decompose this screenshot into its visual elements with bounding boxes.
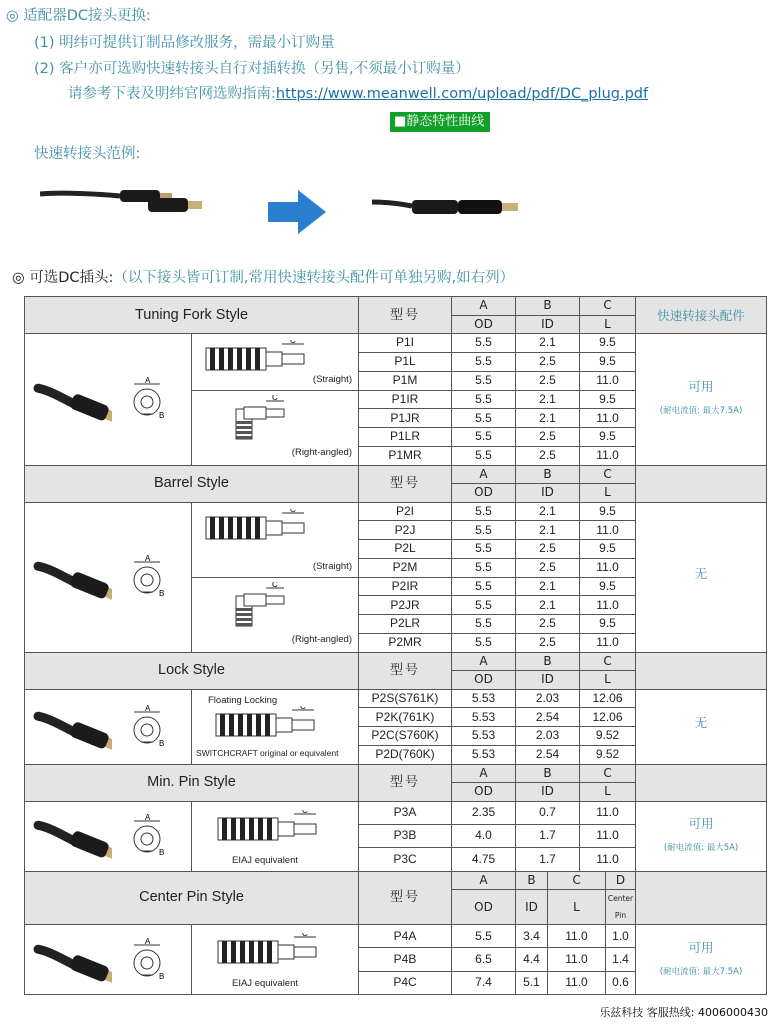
l-cell: 11.0 xyxy=(580,409,636,428)
col-letter: C xyxy=(580,297,636,316)
model-cell: P3C xyxy=(359,848,452,871)
table-row xyxy=(25,801,767,824)
model-header: 型号 xyxy=(359,871,452,925)
id-cell: 2.1 xyxy=(516,577,580,596)
model-header: 型号 xyxy=(359,297,452,334)
od-cell: 5.53 xyxy=(452,727,516,746)
model-cell: P3B xyxy=(359,824,452,847)
optional-plugs-title xyxy=(12,266,514,287)
l-cell: 12.06 xyxy=(580,689,636,708)
static-curve-badge[interactable]: ■静态特性曲线 xyxy=(390,112,490,132)
id-cell: 4.4 xyxy=(516,948,548,971)
item-3-text: 请参考下表及明纬官网选购指南: xyxy=(68,86,276,102)
l-cell: 9.5 xyxy=(580,334,636,353)
col-label: L xyxy=(580,783,636,802)
id-cell: 1.7 xyxy=(516,824,580,847)
quick-adapter-header-blank xyxy=(636,764,767,801)
col-label: OD xyxy=(452,315,516,334)
model-header: 型号 xyxy=(359,465,452,502)
id-cell: 2.54 xyxy=(516,708,580,727)
col-letter: B xyxy=(516,764,580,783)
model-cell: P2J xyxy=(359,521,452,540)
right-angled-caption: (Right-angled) xyxy=(291,446,352,458)
svg-text:C: C xyxy=(272,394,278,402)
col-label: ID xyxy=(516,671,580,690)
svg-text:C: C xyxy=(272,581,278,589)
adapter-cable-image xyxy=(40,182,220,222)
col-letter: A xyxy=(452,764,516,783)
id-cell: 2.5 xyxy=(516,540,580,559)
id-cell: 2.1 xyxy=(516,596,580,615)
eiaj-caption: EIAJ equivalent xyxy=(232,854,299,866)
section-header-row xyxy=(25,297,767,316)
od-cell: 4.0 xyxy=(452,824,516,847)
od-cell: 5.5 xyxy=(452,521,516,540)
plug-photo xyxy=(32,697,112,757)
id-cell: 2.5 xyxy=(516,371,580,390)
svg-text:B: B xyxy=(158,589,164,598)
od-cell: 5.5 xyxy=(452,633,516,652)
l-cell: 11.0 xyxy=(580,521,636,540)
col-letter: C xyxy=(548,871,606,890)
connected-cable-image xyxy=(372,194,532,224)
od-cell: 5.5 xyxy=(452,558,516,577)
item-1: (1) 明纬可提供订制品修改服务，需最小订购量 xyxy=(34,35,335,51)
l-cell: 9.5 xyxy=(580,428,636,447)
quick-availability: 可用 xyxy=(688,379,714,395)
eiaj-diagram-cell xyxy=(192,925,359,995)
od-cell: 2.35 xyxy=(452,801,516,824)
od-cell: 4.75 xyxy=(452,848,516,871)
straight-caption: (Straight) xyxy=(312,373,352,385)
straight-diagram-cell xyxy=(192,334,359,391)
model-cell: P2M xyxy=(359,558,452,577)
col-label: OD xyxy=(452,890,516,925)
od-cell: 7.4 xyxy=(452,971,516,994)
quick-availability: 可用 xyxy=(688,816,714,831)
col-label: L xyxy=(580,671,636,690)
center-pin-cell: 0.6 xyxy=(606,971,636,994)
l-cell: 11.0 xyxy=(548,948,606,971)
id-cell: 5.1 xyxy=(516,971,548,994)
l-cell: 11.0 xyxy=(580,446,636,465)
optional-note: （以下接头皆可订制,常用快速转接头配件可单独另购,如右列） xyxy=(113,270,515,286)
id-cell: 2.1 xyxy=(516,521,580,540)
col-label: ID xyxy=(516,783,580,802)
section-header-row xyxy=(25,465,767,484)
svg-text:C: C xyxy=(300,705,306,711)
right-angled-plug-diagram xyxy=(222,582,312,628)
switchcraft-caption: SWITCHCRAFT original or equivalent xyxy=(196,747,339,758)
model-cell: P2MR xyxy=(359,633,452,652)
example-label: 快速转接头范例: xyxy=(34,146,141,162)
plug-style-name: Tuning Fork Style xyxy=(25,297,359,334)
straight-plug-diagram xyxy=(200,340,320,376)
l-cell: 9.5 xyxy=(580,577,636,596)
col-label: OD xyxy=(452,484,516,503)
id-cell: 2.5 xyxy=(516,446,580,465)
id-cell: 2.5 xyxy=(516,558,580,577)
floating-locking-caption: Floating Locking xyxy=(208,694,278,706)
col-letter: A xyxy=(452,297,516,316)
plug-style-name: Min. Pin Style xyxy=(25,764,359,801)
quick-adapter-header-blank xyxy=(636,871,767,925)
quick-availability: 可用 xyxy=(688,939,714,955)
l-cell: 9.5 xyxy=(580,540,636,559)
plug-end-view-diagram xyxy=(125,937,185,983)
od-cell: 5.5 xyxy=(452,446,516,465)
table-row xyxy=(25,689,767,708)
svg-text:A: A xyxy=(144,936,150,946)
od-cell: 5.53 xyxy=(452,689,516,708)
col-letter: C xyxy=(580,465,636,484)
od-cell: 5.5 xyxy=(452,615,516,634)
l-cell: 11.0 xyxy=(580,801,636,824)
od-cell: 5.5 xyxy=(452,502,516,521)
plug-photo-cell xyxy=(25,502,192,652)
right-arrow-icon xyxy=(268,190,326,234)
current-rating-note: (耐电流值: 最大7.5A) xyxy=(659,406,743,417)
straight-caption: (Straight) xyxy=(312,560,352,572)
item-3 xyxy=(68,82,648,103)
dc-plug-table xyxy=(24,296,767,995)
model-cell: P4B xyxy=(359,948,452,971)
model-cell: P1M xyxy=(359,371,452,390)
id-cell: 2.1 xyxy=(516,409,580,428)
od-cell: 5.5 xyxy=(452,409,516,428)
l-cell: 9.52 xyxy=(580,745,636,764)
current-rating-note: (耐电流值: 最大5A) xyxy=(663,843,739,853)
col-letter: B xyxy=(516,465,580,484)
quick-adapter-availability xyxy=(636,689,767,764)
quick-availability: 无 xyxy=(694,715,708,730)
col-label: L xyxy=(580,315,636,334)
col-letter: A xyxy=(452,465,516,484)
quick-adapter-header-blank xyxy=(636,465,767,502)
l-cell: 9.52 xyxy=(580,727,636,746)
straight-plug-diagram xyxy=(212,810,332,846)
model-cell: P4A xyxy=(359,925,452,948)
model-cell: P1LR xyxy=(359,428,452,447)
svg-text:A: A xyxy=(144,376,150,386)
col-label: L xyxy=(548,890,606,925)
l-cell: 11.0 xyxy=(580,558,636,577)
model-cell: P2LR xyxy=(359,615,452,634)
col-letter: B xyxy=(516,871,548,890)
current-rating-note: (耐电流值: 最大7.5A) xyxy=(659,966,743,977)
svg-text:A: A xyxy=(144,554,150,563)
id-cell: 0.7 xyxy=(516,801,580,824)
col-label: OD xyxy=(452,783,516,802)
table-row xyxy=(25,334,767,353)
model-cell: P2I xyxy=(359,502,452,521)
plug-end-view-diagram xyxy=(125,554,185,600)
id-cell: 2.03 xyxy=(516,727,580,746)
col-label: ID xyxy=(516,484,580,503)
id-cell: 2.03 xyxy=(516,689,580,708)
l-cell: 9.5 xyxy=(580,390,636,409)
dc-plug-link[interactable]: https://www.meanwell.com/upload/pdf/DC_plug.pdf xyxy=(275,86,649,102)
model-cell: P2K(761K) xyxy=(359,708,452,727)
plug-style-name: Center Pin Style xyxy=(25,871,359,925)
od-cell: 5.5 xyxy=(452,540,516,559)
id-cell: 1.7 xyxy=(516,848,580,871)
id-cell: 2.5 xyxy=(516,352,580,371)
eiaj-caption: EIAJ equivalent xyxy=(232,978,299,989)
model-cell: P1I xyxy=(359,334,452,353)
plug-photo-cell xyxy=(25,689,192,764)
straight-plug-diagram xyxy=(200,509,320,545)
plug-end-view-diagram xyxy=(125,376,185,422)
lock-diagram-cell xyxy=(192,689,359,764)
plug-end-view-diagram xyxy=(125,704,185,750)
col-label: ID xyxy=(516,315,580,334)
svg-text:B: B xyxy=(158,971,164,981)
plug-photo xyxy=(32,547,112,607)
model-cell: P1L xyxy=(359,352,452,371)
section-title: ◎ 适配器DC接头更换: xyxy=(6,8,151,24)
plug-style-name: Barrel Style xyxy=(25,465,359,502)
right-angled-plug-diagram xyxy=(222,395,312,441)
svg-text:C: C xyxy=(290,508,296,514)
col-letter: C xyxy=(580,652,636,671)
svg-text:A: A xyxy=(144,703,150,713)
quick-adapter-header-blank xyxy=(636,652,767,689)
l-cell: 11.0 xyxy=(548,971,606,994)
svg-text:B: B xyxy=(158,848,164,857)
col-letter: A xyxy=(452,871,516,890)
right-angled-diagram-cell xyxy=(192,390,359,465)
od-cell: 5.5 xyxy=(452,596,516,615)
od-cell: 5.5 xyxy=(452,352,516,371)
item-2: (2) 客户亦可选购快速转接头自行对插转换（另售,不须最小订购量） xyxy=(34,61,470,77)
l-cell: 11.0 xyxy=(580,633,636,652)
plug-photo-cell xyxy=(25,801,192,871)
id-cell: 2.5 xyxy=(516,428,580,447)
col-letter: B xyxy=(516,652,580,671)
col-label: Center Pin xyxy=(606,890,636,925)
straight-diagram-cell xyxy=(192,502,359,577)
col-label: ID xyxy=(516,890,548,925)
section-header-row xyxy=(25,871,767,890)
optional-title-label: ◎ 可选DC插头: xyxy=(12,270,114,286)
model-cell: P2S(S761K) xyxy=(359,689,452,708)
id-cell: 2.54 xyxy=(516,745,580,764)
quick-adapter-header: 快速转接头配件 xyxy=(636,297,767,334)
quick-adapter-availability xyxy=(636,801,767,871)
table-row xyxy=(25,502,767,521)
right-angled-caption: (Right-angled) xyxy=(291,633,352,645)
col-label: L xyxy=(580,484,636,503)
l-cell: 9.5 xyxy=(580,615,636,634)
od-cell: 5.5 xyxy=(452,371,516,390)
center-pin-cell: 1.0 xyxy=(606,925,636,948)
l-cell: 11.0 xyxy=(548,925,606,948)
svg-text:C: C xyxy=(302,933,308,938)
col-letter: A xyxy=(452,652,516,671)
straight-plug-diagram xyxy=(210,706,330,742)
quick-adapter-availability xyxy=(636,925,767,995)
section-header-row xyxy=(25,652,767,671)
model-cell: P2L xyxy=(359,540,452,559)
model-cell: P3A xyxy=(359,801,452,824)
model-cell: P1MR xyxy=(359,446,452,465)
col-letter: B xyxy=(516,297,580,316)
model-header: 型号 xyxy=(359,764,452,801)
svg-text:C: C xyxy=(290,340,296,345)
plug-end-view-diagram xyxy=(125,813,185,859)
model-cell: P2D(760K) xyxy=(359,745,452,764)
model-cell: P2C(S760K) xyxy=(359,727,452,746)
od-cell: 5.5 xyxy=(452,390,516,409)
quick-adapter-availability xyxy=(636,334,767,466)
plug-photo xyxy=(32,930,112,990)
table-row xyxy=(25,925,767,948)
plug-photo-cell xyxy=(25,925,192,995)
id-cell: 2.5 xyxy=(516,615,580,634)
plug-style-name: Lock Style xyxy=(25,652,359,689)
section-header-row xyxy=(25,764,767,783)
svg-text:B: B xyxy=(158,411,164,421)
model-header: 型号 xyxy=(359,652,452,689)
col-label: OD xyxy=(452,671,516,690)
footer-hotline: 乐兹科技 客服热线: 4006000430 xyxy=(599,1006,768,1019)
l-cell: 12.06 xyxy=(580,708,636,727)
od-cell: 5.5 xyxy=(452,577,516,596)
id-cell: 2.1 xyxy=(516,390,580,409)
quick-adapter-availability xyxy=(636,502,767,652)
l-cell: 9.5 xyxy=(580,352,636,371)
id-cell: 2.1 xyxy=(516,502,580,521)
l-cell: 11.0 xyxy=(580,371,636,390)
svg-text:C: C xyxy=(302,809,308,815)
plug-photo-cell xyxy=(25,334,192,466)
plug-photo xyxy=(32,369,112,429)
od-cell: 6.5 xyxy=(452,948,516,971)
eiaj-diagram-cell xyxy=(192,801,359,871)
id-cell: 2.5 xyxy=(516,633,580,652)
right-angled-diagram-cell xyxy=(192,577,359,652)
od-cell: 5.5 xyxy=(452,428,516,447)
plug-photo xyxy=(32,806,112,866)
col-letter: C xyxy=(580,764,636,783)
model-cell: P1JR xyxy=(359,409,452,428)
straight-plug-diagram xyxy=(212,933,332,969)
od-cell: 5.5 xyxy=(452,925,516,948)
l-cell: 11.0 xyxy=(580,824,636,847)
model-cell: P2JR xyxy=(359,596,452,615)
model-cell: P4C xyxy=(359,971,452,994)
l-cell: 9.5 xyxy=(580,502,636,521)
model-cell: P2IR xyxy=(359,577,452,596)
l-cell: 11.0 xyxy=(580,848,636,871)
quick-availability: 无 xyxy=(694,565,708,581)
col-letter: D xyxy=(606,871,636,890)
od-cell: 5.5 xyxy=(452,334,516,353)
svg-text:A: A xyxy=(144,813,150,822)
od-cell: 5.53 xyxy=(452,745,516,764)
l-cell: 11.0 xyxy=(580,596,636,615)
id-cell: 3.4 xyxy=(516,925,548,948)
model-cell: P1IR xyxy=(359,390,452,409)
od-cell: 5.53 xyxy=(452,708,516,727)
center-pin-cell: 1.4 xyxy=(606,948,636,971)
svg-text:B: B xyxy=(158,738,164,748)
id-cell: 2.1 xyxy=(516,334,580,353)
